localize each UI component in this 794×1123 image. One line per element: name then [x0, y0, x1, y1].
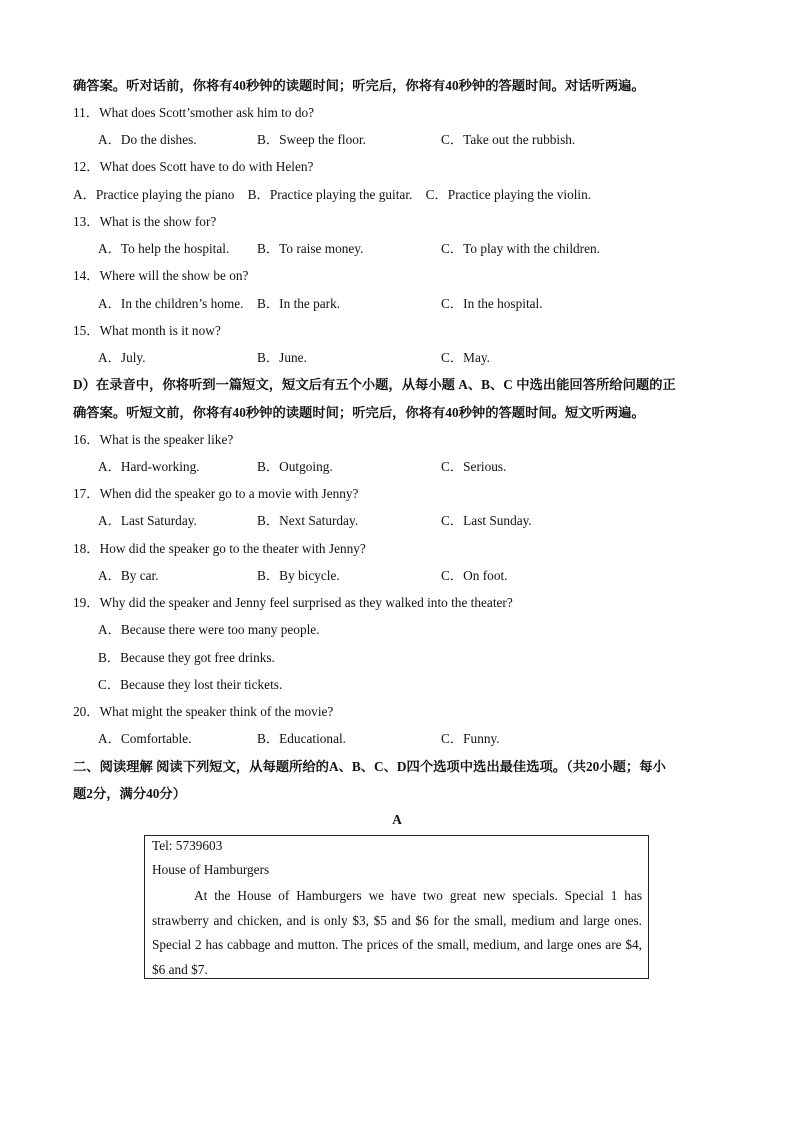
q17-option-c: C．Last Sunday.: [441, 513, 532, 528]
question-11: 11．What does Scott’smother ask him to do?: [73, 105, 315, 120]
advert-body: At the House of Hamburgers we have two great new specials. Special 1 has strawberry and chicken, and is only $3, $5 and $6 for the small, medium and large ones. Special 2 has cabbage and mutton. The prices of the small, medium, and large ones are $4, $6 and $7.: [152, 888, 642, 977]
section-d-instructions-line1: D）在录音中，你将听到一篇短文，短文后有五个小题，从每小题 A、B、C 中选出能回答所给问题的正: [73, 377, 676, 392]
question-20: 20．What might the speaker think of the movie?: [73, 704, 334, 719]
section-c-instructions-tail: 确答案。听对话前，你将有40秒钟的读题时间；听完后，你将有40秒钟的答题时间。对话听两遍。: [73, 78, 645, 93]
question-15: 15．What month is it now?: [73, 323, 221, 338]
q20-option-b: B．Educational.: [257, 731, 346, 746]
q13-option-a: A．To help the hospital.: [98, 241, 230, 256]
advert-name: House of Hamburgers: [152, 862, 270, 877]
question-17: 17．When did the speaker go to a movie with Jenny?: [73, 486, 359, 501]
q17-option-b: B．Next Saturday.: [257, 513, 359, 528]
q19-option-a: A．Because there were too many people.: [98, 622, 320, 637]
q14-option-b: B．In the park.: [257, 296, 341, 311]
q15-option-b: B．June.: [257, 350, 307, 365]
q20-option-c: C．Funny.: [441, 731, 500, 746]
q19-option-c: C．Because they lost their tickets.: [98, 677, 283, 692]
part2-instructions-line2: 题2分，满分40分）: [73, 786, 187, 801]
q18-option-b: B．By bicycle.: [257, 568, 340, 583]
q14-option-a: A．In the children’s home.: [98, 296, 244, 311]
question-16: 16．What is the speaker like?: [73, 432, 234, 447]
q11-option-a: A．Do the dishes.: [98, 132, 197, 147]
q16-option-a: A．Hard-working.: [98, 459, 200, 474]
q11-option-b: B．Sweep the floor.: [257, 132, 366, 147]
passage-label: A: [392, 812, 402, 827]
question-13: 13．What is the show for?: [73, 214, 217, 229]
q15-option-c: C．May.: [441, 350, 490, 365]
part2-instructions-line1: 二、阅读理解 阅读下列短文，从每题所给的A、B、C、D四个选项中选出最佳选项。（共20小题；每小: [73, 759, 666, 774]
q16-option-c: C．Serious.: [441, 459, 507, 474]
q12-options: A．Practice playing the piano B．Practice playing the guitar. C．Practice playing the violin.: [73, 187, 592, 202]
q18-option-c: C．On foot.: [441, 568, 508, 583]
q15-option-a: A．July.: [98, 350, 146, 365]
question-12: 12．What does Scott have to do with Helen?: [73, 159, 314, 174]
q18-option-a: A．By car.: [98, 568, 159, 583]
section-d-instructions-line2: 确答案。听短文前，你将有40秒钟的读题时间；听完后，你将有40秒钟的答题时间。短文听两遍。: [73, 405, 645, 420]
q13-option-c: C．To play with the children.: [441, 241, 600, 256]
question-18: 18．How did the speaker go to the theater with Jenny?: [73, 541, 366, 556]
q14-option-c: C．In the hospital.: [441, 296, 543, 311]
question-19: 19．Why did the speaker and Jenny feel surprised as they walked into the theater?: [73, 595, 513, 610]
q19-option-b: B．Because they got free drinks.: [98, 650, 275, 665]
q11-option-c: C．Take out the rubbish.: [441, 132, 576, 147]
advert-tel: Tel: 5739603: [152, 838, 223, 853]
advert-box: [144, 835, 649, 979]
q16-option-b: B．Outgoing.: [257, 459, 333, 474]
q17-option-a: A．Last Saturday.: [98, 513, 197, 528]
q13-option-b: B．To raise money.: [257, 241, 364, 256]
q20-option-a: A．Comfortable.: [98, 731, 192, 746]
question-14: 14．Where will the show be on?: [73, 268, 249, 283]
